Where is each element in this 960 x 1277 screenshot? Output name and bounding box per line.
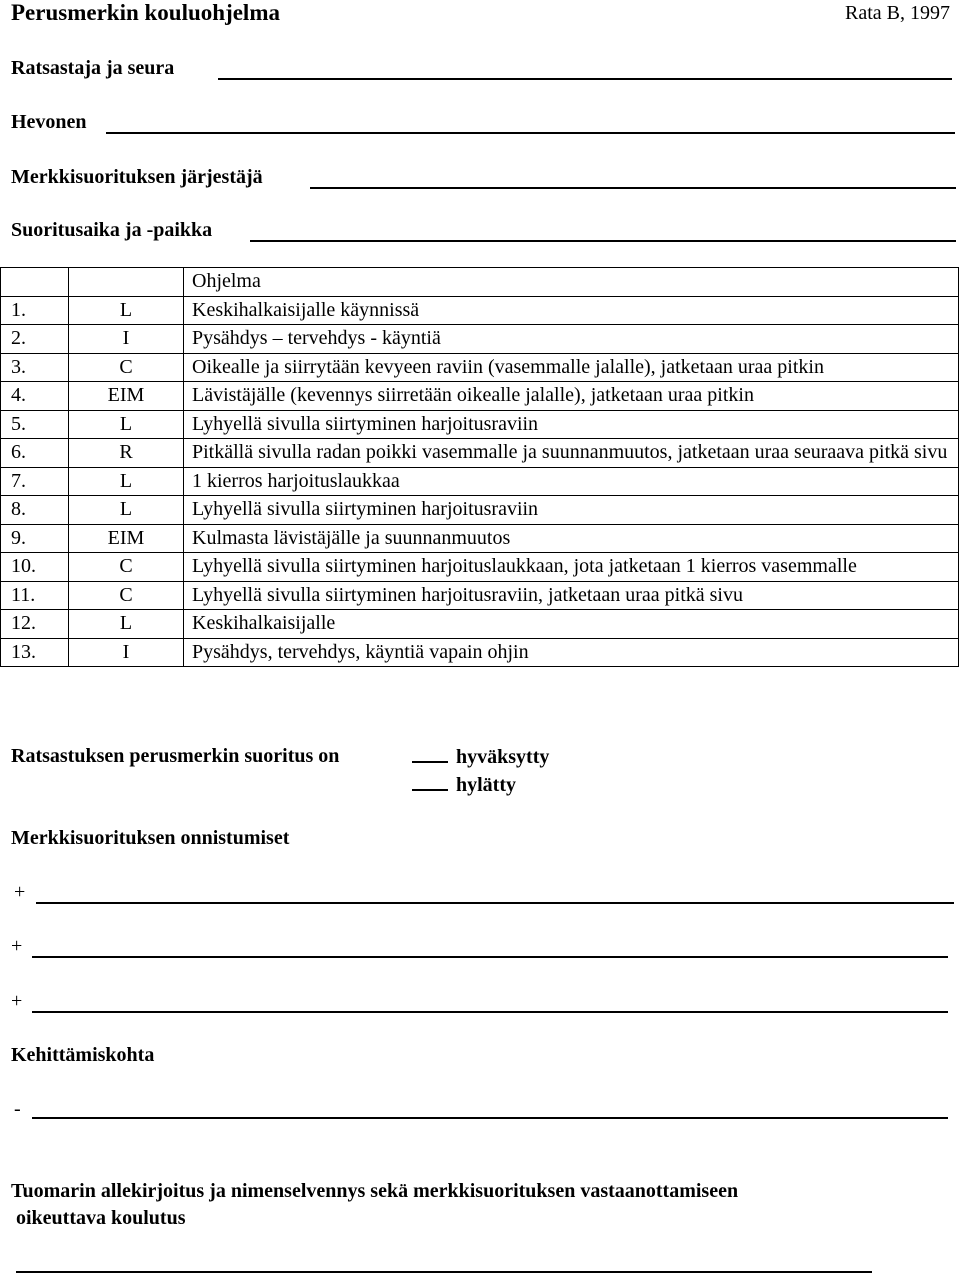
horse-label: Hevonen — [11, 111, 87, 133]
success-line-3[interactable] — [32, 1011, 948, 1013]
program-row — [1, 524, 959, 553]
step-description: Pitkällä sivulla radan poikki vasemmalle ja suunnanmuutos, jatketaan uraa seuraava pitkä sivu — [184, 439, 959, 468]
step-letter: C — [69, 353, 184, 382]
step-letter: I — [69, 638, 184, 667]
program-row — [1, 439, 959, 468]
successes-title: Merkkisuorituksen onnistumiset — [11, 827, 290, 849]
time-place-field[interactable] — [250, 240, 956, 242]
step-number: 2. — [1, 325, 69, 354]
organizer-label: Merkkisuorituksen järjestäjä — [11, 166, 263, 188]
program-row — [1, 581, 959, 610]
signature-field[interactable] — [16, 1271, 872, 1273]
step-description: Pysähdys, tervehdys, käyntiä vapain ohjin — [184, 638, 959, 667]
program-row — [1, 353, 959, 382]
step-number: 11. — [1, 581, 69, 610]
program-row — [1, 467, 959, 496]
step-description: Lyhyellä sivulla siirtyminen harjoitusraviin, jatketaan uraa pitkä sivu — [184, 581, 959, 610]
program-header-row — [1, 268, 959, 297]
program-row — [1, 638, 959, 667]
result-label: Ratsastuksen perusmerkin suoritus on — [11, 745, 340, 767]
step-letter: EIM — [69, 524, 184, 553]
rejected-option[interactable] — [412, 773, 516, 797]
page-title: Perusmerkin kouluohjelma — [11, 0, 280, 25]
step-number: 6. — [1, 439, 69, 468]
step-description: Lävistäjälle (kevennys siirretään oikealle jalalle), jatketaan uraa pitkin — [184, 382, 959, 411]
success-marker-2: + — [11, 935, 23, 957]
program-row — [1, 553, 959, 582]
time-place-label: Suoritusaika ja -paikka — [11, 219, 213, 241]
course-label: Rata B, 1997 — [845, 2, 950, 24]
step-letter: L — [69, 610, 184, 639]
step-number: 9. — [1, 524, 69, 553]
signature-line2: oikeuttava koulutus — [16, 1207, 186, 1229]
step-description: Oikealle ja siirrytään kevyeen raviin (vasemmalle jalalle), jatketaan uraa pitkin — [184, 353, 959, 382]
step-number: 8. — [1, 496, 69, 525]
program-row — [1, 410, 959, 439]
success-marker-1: + — [14, 881, 26, 903]
step-number: 7. — [1, 467, 69, 496]
signature-line1: Tuomarin allekirjoitus ja nimenselvennys sekä merkkisuorituksen vastaanottamiseen — [11, 1180, 739, 1202]
step-description: Kulmasta lävistäjälle ja suunnanmuutos — [184, 524, 959, 553]
step-letter: L — [69, 496, 184, 525]
step-number: 3. — [1, 353, 69, 382]
success-marker-3: + — [11, 990, 23, 1012]
header-letter-cell — [69, 268, 184, 297]
step-number: 1. — [1, 296, 69, 325]
step-number: 5. — [1, 410, 69, 439]
step-description: 1 kierros harjoituslaukkaa — [184, 467, 959, 496]
step-number: 10. — [1, 553, 69, 582]
improvement-marker: - — [14, 1098, 21, 1120]
header-num-cell — [1, 268, 69, 297]
rider-label: Ratsastaja ja seura — [11, 57, 175, 79]
improvement-line[interactable] — [32, 1117, 948, 1119]
step-description: Lyhyellä sivulla siirtyminen harjoituslaukkaan, jota jatketaan 1 kierros vasemmalle — [184, 553, 959, 582]
rider-field[interactable] — [218, 78, 952, 80]
accepted-label: hyväksytty — [456, 746, 550, 768]
step-description: Keskihalkaisijalle — [184, 610, 959, 639]
accepted-blank[interactable] — [412, 745, 448, 763]
success-line-1[interactable] — [36, 902, 954, 904]
program-header: Ohjelma — [184, 268, 959, 297]
step-description: Lyhyellä sivulla siirtyminen harjoitusraviin — [184, 496, 959, 525]
horse-field[interactable] — [106, 132, 955, 134]
program-row — [1, 325, 959, 354]
rejected-label: hylätty — [456, 774, 516, 796]
program-row — [1, 382, 959, 411]
program-table — [0, 267, 959, 667]
step-number: 4. — [1, 382, 69, 411]
organizer-field[interactable] — [310, 187, 956, 189]
step-number: 12. — [1, 610, 69, 639]
step-description: Lyhyellä sivulla siirtyminen harjoitusraviin — [184, 410, 959, 439]
step-letter: L — [69, 410, 184, 439]
step-letter: C — [69, 553, 184, 582]
step-letter: C — [69, 581, 184, 610]
step-number: 13. — [1, 638, 69, 667]
improvements-title: Kehittämiskohta — [11, 1044, 155, 1066]
success-line-2[interactable] — [32, 956, 948, 958]
step-letter: EIM — [69, 382, 184, 411]
step-letter: R — [69, 439, 184, 468]
step-description: Keskihalkaisijalle käynnissä — [184, 296, 959, 325]
step-description: Pysähdys – tervehdys - käyntiä — [184, 325, 959, 354]
step-letter: L — [69, 467, 184, 496]
step-letter: I — [69, 325, 184, 354]
program-row — [1, 296, 959, 325]
step-letter: L — [69, 296, 184, 325]
program-row — [1, 610, 959, 639]
accepted-option[interactable] — [412, 745, 549, 769]
program-row — [1, 496, 959, 525]
rejected-blank[interactable] — [412, 773, 448, 791]
